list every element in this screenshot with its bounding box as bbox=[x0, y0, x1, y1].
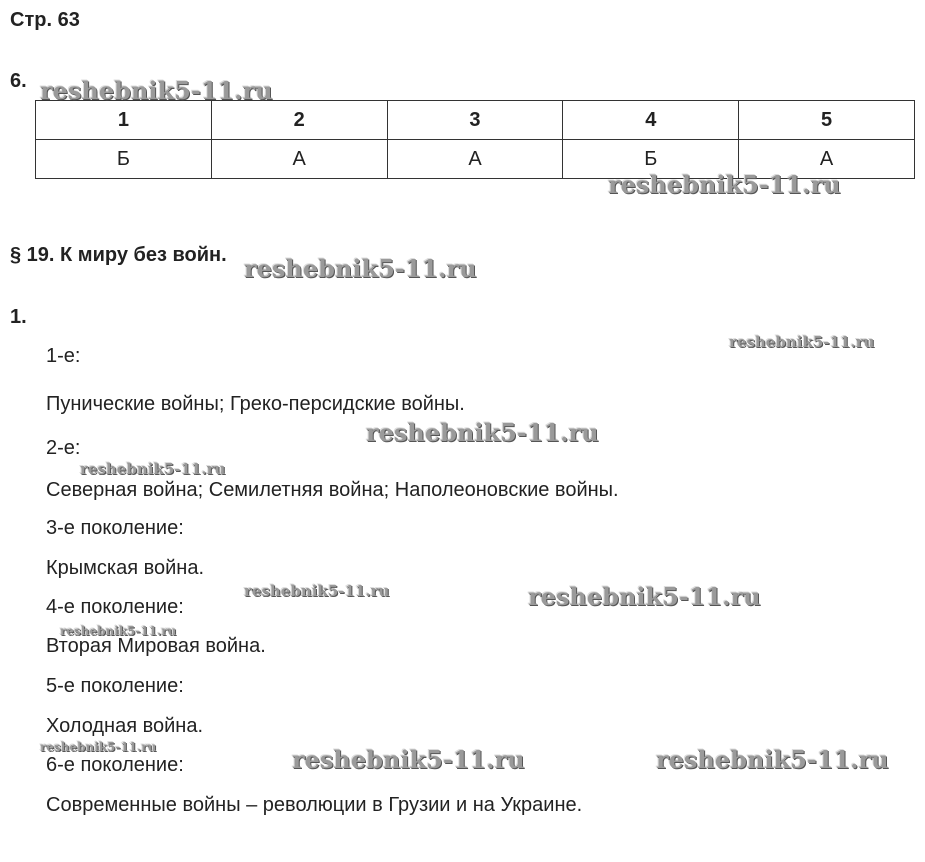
list-item: Северная война; Семилетняя война; Наполеоновские войны. bbox=[46, 479, 619, 501]
table-header-cell: 2 bbox=[211, 101, 387, 140]
answer-table bbox=[35, 100, 915, 179]
watermark: reshebnik5-11.ru bbox=[40, 740, 157, 754]
list-item: Современные войны – революции в Грузии и на Украине. bbox=[46, 794, 583, 816]
table-cell: А bbox=[387, 140, 563, 179]
table-header-cell: 1 bbox=[36, 101, 212, 140]
watermark: reshebnik5-11.ru bbox=[608, 170, 841, 199]
table-header-cell: 4 bbox=[563, 101, 739, 140]
watermark: reshebnik5-11.ru bbox=[40, 76, 273, 105]
table-cell: А bbox=[739, 140, 915, 179]
list-item: 6-е поколение: bbox=[46, 754, 184, 776]
list-item: 3-е поколение: bbox=[46, 517, 184, 539]
list-item: Вторая Мировая война. bbox=[46, 635, 266, 657]
list-item: Пунические войны; Греко-персидские войны. bbox=[46, 393, 465, 415]
watermark: reshebnik5-11.ru bbox=[60, 624, 177, 638]
table-header-cell: 5 bbox=[739, 101, 915, 140]
section-title: § 19. К миру без войн. bbox=[10, 244, 227, 266]
list-item: Крымская война. bbox=[46, 557, 205, 579]
table-cell: Б bbox=[36, 140, 212, 179]
watermark: reshebnik5-11.ru bbox=[244, 582, 390, 600]
table-cell: Б bbox=[563, 140, 739, 179]
watermark: reshebnik5-11.ru bbox=[244, 254, 477, 283]
watermark: reshebnik5-11.ru bbox=[528, 582, 761, 611]
list-item: Холодная война. bbox=[46, 715, 204, 737]
list-item: 5-е поколение: bbox=[46, 675, 184, 697]
list-item: 4-е поколение: bbox=[46, 596, 184, 618]
list-item: 1-е: bbox=[46, 345, 81, 367]
table-header-cell: 3 bbox=[387, 101, 563, 140]
page-label: Стр. 63 bbox=[10, 9, 80, 31]
table-cell: А bbox=[211, 140, 387, 179]
watermark: reshebnik5-11.ru bbox=[80, 460, 226, 478]
list-item: 2-е: bbox=[46, 437, 81, 459]
task1-number: 1. bbox=[10, 306, 27, 328]
table-header-row bbox=[36, 101, 915, 140]
watermark: reshebnik5-11.ru bbox=[366, 418, 599, 447]
watermark: reshebnik5-11.ru bbox=[292, 745, 525, 774]
watermark: reshebnik5-11.ru bbox=[656, 745, 889, 774]
watermark: reshebnik5-11.ru bbox=[729, 333, 875, 351]
task6-number: 6. bbox=[10, 70, 27, 92]
